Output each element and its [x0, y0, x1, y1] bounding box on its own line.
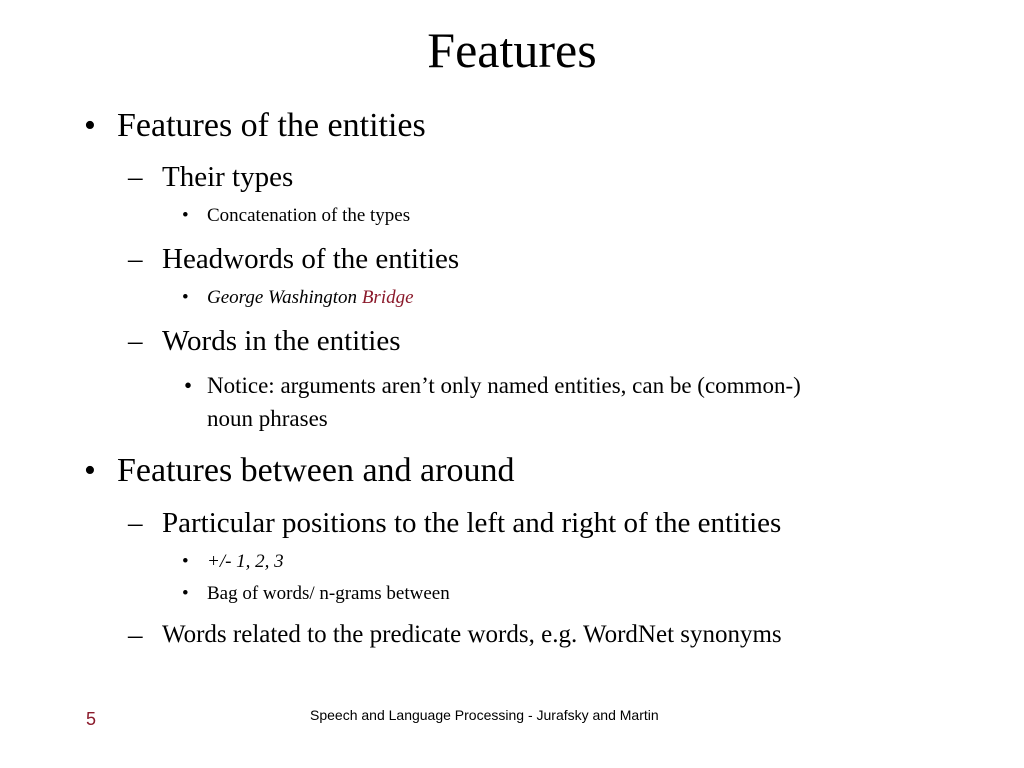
item-notice-line1: Notice: arguments aren’t only named entities, can be (common-): [207, 373, 801, 398]
bullet-features-of-entities: Features of the entities: [117, 107, 426, 144]
subbullet-particular-positions: Particular positions to the left and right of the entities: [162, 507, 782, 539]
subbullet-their-types: Their types: [162, 161, 294, 193]
dash-marker: –: [128, 243, 143, 275]
bullet-marker: •: [84, 452, 96, 489]
bullet-marker: •: [184, 373, 193, 398]
footer-credit: Speech and Language Processing - Jurafsky and Martin: [310, 707, 659, 723]
page-number: 5: [86, 709, 97, 729]
item-example-headword: [207, 286, 414, 310]
bullet-marker: •: [182, 205, 189, 226]
dash-marker: –: [128, 161, 143, 193]
item-concatenation-of-types: Concatenation of the types: [207, 205, 411, 226]
item-bag-of-words: Bag of words/ n-grams between: [207, 583, 450, 604]
subbullet-predicate-words: Words related to the predicate words, e.g. WordNet synonyms: [162, 621, 782, 648]
dash-marker: –: [128, 325, 143, 357]
subbullet-words-in-entities: Words in the entities: [162, 325, 401, 357]
example-text: George Washington: [207, 287, 362, 308]
bullet-marker: •: [182, 287, 189, 308]
highlighted-headword: Bridge: [361, 287, 414, 308]
subbullet-headwords: Headwords of the entities: [162, 243, 460, 275]
item-window-sizes: +/- 1, 2, 3: [207, 551, 284, 572]
bullet-marker: •: [182, 551, 189, 572]
bullet-marker: •: [84, 107, 96, 144]
dash-marker: –: [128, 619, 143, 651]
bullet-features-between-around: Features between and around: [117, 452, 515, 489]
item-notice-line2: noun phrases: [207, 406, 328, 431]
slide-title: Features: [427, 22, 597, 78]
bullet-marker: •: [182, 583, 189, 604]
dash-marker: –: [128, 507, 143, 539]
